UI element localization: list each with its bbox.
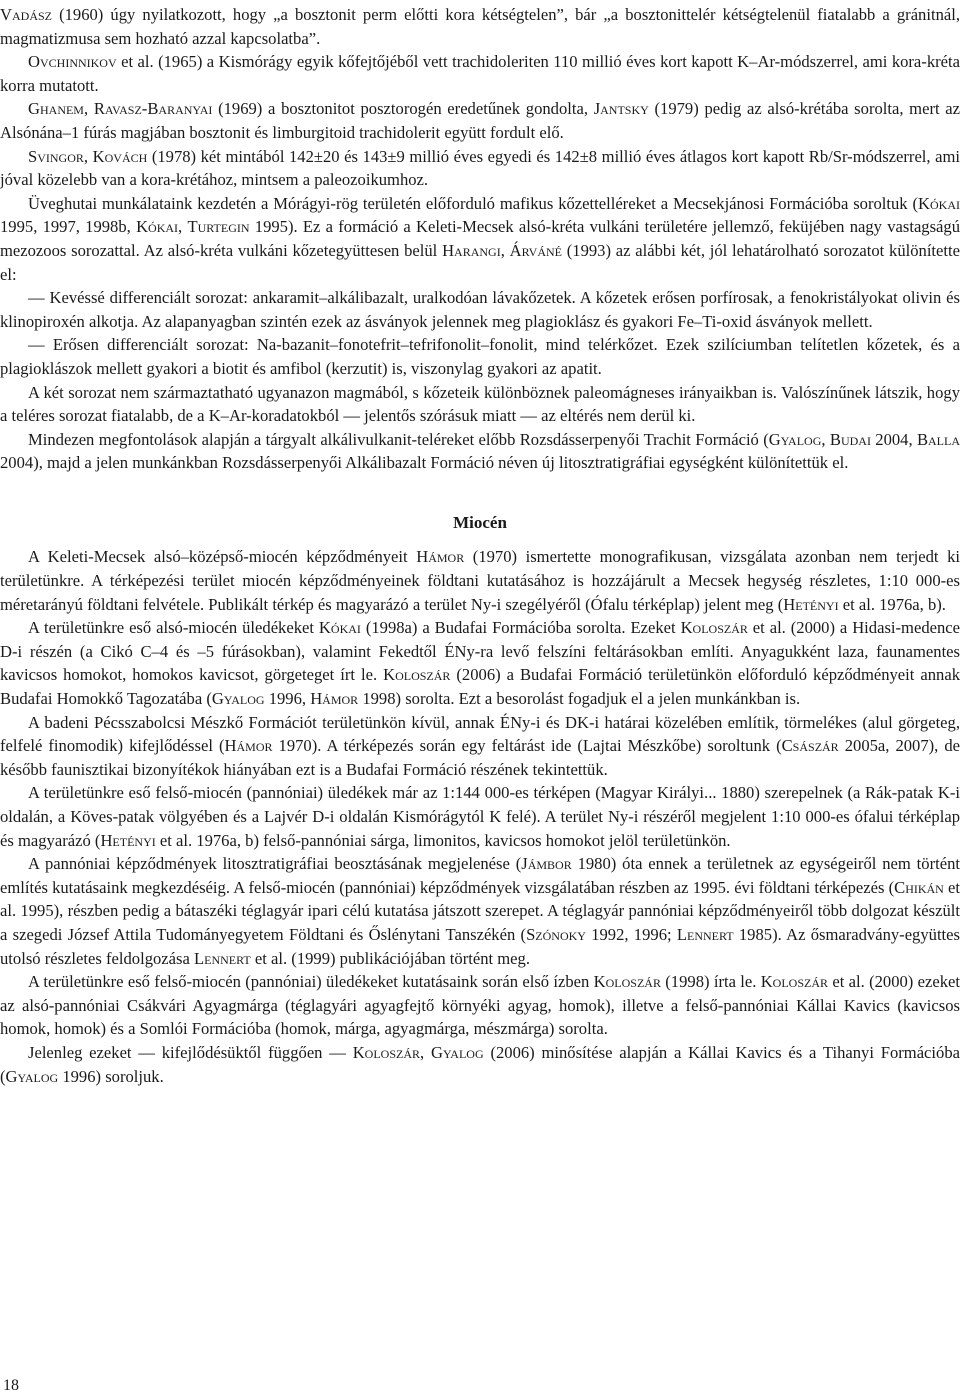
section-heading: Miocén [453,512,507,532]
author-name: Jantsky [593,99,649,119]
text-run: , [83,99,94,119]
author-name: Gyalog [211,689,265,709]
document-page [0,3,960,1088]
text-run: et al. (2000) a Hidasi-medence D-i részén (a Cikó C–4 és –5 fúrásokban), valamint Fekedtől ÉNy-ra levő felszíni feltárásokban említi. Anyagukként laza, faunamentes kavicsos homokot, homokos kavicsot, görgeteget írt le. [0,618,960,685]
paragraph [0,333,960,380]
author-name: Lennert [676,924,734,944]
author-name: Vadász [0,5,52,24]
author-name: Balla [916,429,960,449]
text-run: Jelenleg ezeket — kifejlődésüktől függően — [28,1042,353,1062]
paragraph [0,286,960,333]
text-run: A területünkre eső felső-miocén (pannóniai) üledékek már az 1:144 000-es térképen (Magyar Királyi... 1880) szerepelnek (a Rák-patak K-i oldalán, a Köves-patak völgyében és a Lajvér D-i oldalán Kismórágytól K felé). A terület Ny-i részéről megjelent 1:10 000-es ófalui térképlap és magyarázó ( [0,783,960,850]
text-run: et al. 1976a, b). [838,594,946,614]
paragraph [0,970,960,1041]
paragraph [0,381,960,428]
text-run: Üveghutai munkálataink kezdetén a Mórágyi-rög területén előforduló mafikus kőzettelléreket a Mecsekjánosi Formációba soroltuk ( [28,193,919,213]
text-run: 1992, 1996; [585,924,677,944]
text-run: (1978) két mintából 142±20 és 143±9 millió éves egyedi és 142±8 millió éves átlagos kort kapott Rb/Sr-módszerrel, ami jóval közelebb van a kora-krétához, mintsem a paleozoikumhoz. [0,146,960,190]
text-run: A területünkre eső felső-miocén (pannóniai) üledékeket kutatásaink során első ízben [28,972,594,992]
author-name: Koloszár [680,618,748,638]
paragraph [0,781,960,852]
paragraph [0,428,960,475]
paragraph [0,50,960,97]
body-text-after [0,545,960,1088]
text-run: 1980) óta ennek a területnek az egységeiről nem történt említés kutatásaink megkezdéséig. A felső-miocén (pannóniai) képződmények vizsgálatában részben az 1995. évi földtani térképezés ( [0,854,960,897]
author-name: Hámor [416,547,465,567]
author-name: Chikán [894,877,944,897]
text-run: (2006) a Budafai Formáció területünkön előforduló képződményeit annak Budafai Homokkő Tagozatába ( [0,665,960,709]
text-run: A pannóniai képződmények litosztratigráfiai beosztásának megjelenése ( [28,854,522,874]
author-name: Gyalog [430,1042,484,1062]
paragraph [0,852,960,970]
text-run: (1969) a bosztonitot posztorogén eredetűnek gondolta, [212,99,594,119]
text-run: 2005a, 2007), de később faunisztikai bizonyítékok hiányában ezt is a Budafai Formáció részének tekintettük. [0,736,960,779]
author-name: Lennert [194,948,251,968]
author-name: Császár [781,736,839,756]
paragraph [0,145,960,192]
text-run: et al. (2000) ezeket az alsó-pannóniai Csákvári Agyagmárga (téglagyári agyagfejtő környéki agyag, homok), illetve a felső-pannóniai Kállai Kavics (kavicsos homok, homok) és a Somlói Formációba (homok, márga, agyagmárga, mészmárga) sorolta. [0,972,960,1039]
text-run: 2004), majd a jelen munkánkban Rozsdásserpenyői Alkálibazalt Formáció néven új litosztratigráfiai egységként különítettük el. [0,453,849,473]
text-run: A badeni Pécsszabolcsi Mészkő Formációt területünkön kívül, annak ÉNy-i és DK-i határai közelében említik, törmelékes (alul görgeteg, felfelé finomodik) kifejlődéssel ( [0,712,960,756]
paragraph [0,3,960,50]
author-name: Ghanem [28,99,84,119]
author-name: Koloszár [352,1042,421,1062]
text-run: (1979) pedig az alsó-krétába sorolta, mert az Alsónána–1 fúrás magjában bosztonit és limburgitoid trachidolerit együtt fordult elő. [0,99,960,142]
author-name: Gyalog [5,1066,59,1086]
author-name: Kókai [918,193,960,213]
text-run: et al. (1999) publikációjában történt meg. [250,948,530,968]
author-name: Szónoky [526,924,586,944]
author-name: Kovách [92,146,148,166]
text-run: (1960) úgy nyilatkozott, hogy „a bosztonit perm előtti kora kétségtelen”, bár „a bosztonittelér kétségtelenül fiatalabb a gránitnál, magmatizmusa sem hozható azzal kapcsolatba”. [0,5,960,48]
text-run: , [178,217,188,237]
paragraph [0,545,960,616]
author-name: Jámbor [521,854,572,874]
author-name: Budai [829,429,871,449]
text-run: et al. 1976a, b) felső-pannóniai sárga, limonitos, kavicsos homokot jelöl területünkön. [155,830,731,850]
author-name: Turtegin [187,217,250,237]
text-run: et al. 1995), részben pedig a bátaszéki téglagyár ipari célú kutatása játszott szerepet. A téglagyár pannóniai képződményeiről több dolgozat készült a szegedi József Attila Tudományegyetem Földtani és Őslénytani Tanszékén ( [0,877,960,944]
text-run: 1998) sorolta. Ezt a besorolást fogadjuk el a jelen munkánkban is. [358,689,801,709]
body-text-before [0,3,960,475]
text-run: , [420,1042,431,1062]
text-run: A területünkre eső alsó-miocén üledékeket [28,618,319,638]
text-run: — Erősen differenciált sorozat: Na-bazanit–fonotefrit–tefrifonolit–fonolit, mind telérkőzet. Ezek szilíciumban telítetlen kőzetek, és a plagioklászok mellett gyakori a biotit és amfibol (kerzutit) is, viszonylag gyakori az apatit. [0,335,960,378]
text-run: , [821,429,830,449]
author-name: Hámor [224,736,273,756]
author-name: Hetényi [783,594,839,614]
text-run: — Kevéssé differenciált sorozat: ankaramit–alkálibazalt, uralkodóan lávakőzetek. A kőzetek erősen porfírosak, a fenokristályokat olivin és klinopiroxén alkotja. Az alapanyagban szintén ezek az ásványok jelennek meg plagioklász és gyakori Fe–Ti-oxid ásványok mellett. [0,288,960,331]
text-run: (2006) minősítése alapján a Kállai Kavics és a Tihanyi Formációba ( [0,1042,960,1086]
text-run: (1993) az alábbi két, jól lehatárolható sorozatot különítette el: [0,240,960,284]
text-run: 2004, [870,429,917,449]
author-name: Svingor [28,146,84,166]
paragraph [0,1041,960,1088]
author-name: Harangi [442,240,501,260]
page-number: 18 [3,1377,19,1394]
text-run: 1996) soroljuk. [58,1066,164,1086]
text-run: Mindezen megfontolások alapján a tárgyalt alkálivulkanit-teléreket előbb Rozsdásserpenyői Trachit Formáció ( [28,429,769,449]
paragraph [0,192,960,286]
author-name: Ovchinnikov [28,52,117,72]
author-name: Hámor [310,689,359,709]
text-run: (1998) írta le. [660,972,761,992]
text-run: A két sorozat nem származtatható ugyanazon magmából, s kőzeteik különböznek paleomágneses irányaikban is. Valószínűnek látszik, hogy a teléres sorozat fiatalabb, de a K–Ar-koradatokból — jelentős szórásuk miatt — az eltérés nem derül ki. [0,382,960,426]
author-name: Koloszár [760,972,829,992]
author-name: Árváné [509,240,562,260]
paragraph [0,711,960,782]
text-run: 1970). A térképezés során egy feltárást ide (Lajtai Mészkőbe) soroltunk ( [272,736,782,756]
author-name: Gyalog [768,429,822,449]
author-name: Hetényi [100,830,156,850]
text-run: , [500,240,510,260]
author-name: Kókai [318,618,361,638]
author-name: Kókai [136,217,179,237]
text-run: 1995). Ez a formáció a Keleti-Mecsek alsó-kréta vulkáni területére jellemző, feküjében nagy vastagságú mezozoos sorozattal. Az alsó-kréta vulkáni kőzetegyüttesen belül [0,217,960,260]
text-run: (1970) ismertette monografikusan, vizsgálata azonban nem terjedt ki területünkre. A térképezési terület miocén képződményeinek földtani kutatásához is hozzájárult a Mecsek hegység részletes, 1:10 000-es méretarányú földtani felvétele. Publikált térkép és magyarázó a terület Ny-i szegélyéről (Ófalu térképlap) jelent meg ( [0,547,960,614]
author-name: Koloszár [593,972,661,992]
text-run: A Keleti-Mecsek alsó–középső-miocén képződményeit [28,547,417,567]
paragraph [0,616,960,710]
text-run: 1996, [264,689,311,709]
text-run: et al. (1965) a Kismórágy egyik kőfejtőjéből vett trachidoleriten 110 millió éves kort kapott K–Ar-módszerrel, ami kora-kréta korra mutatott. [0,52,960,95]
text-run: 1995, 1997, 1998b, [0,217,137,237]
author-name: Koloszár [383,665,451,685]
text-run: (1998a) a Budafai Formációba sorolta. Ezeket [360,618,681,638]
paragraph [0,97,960,144]
text-run: 1985). Az ősmaradvány-együttes utolsó részletes feldolgozása [0,924,960,968]
text-run: , [83,146,93,166]
author-name: Ravasz-Baranyai [93,99,213,119]
